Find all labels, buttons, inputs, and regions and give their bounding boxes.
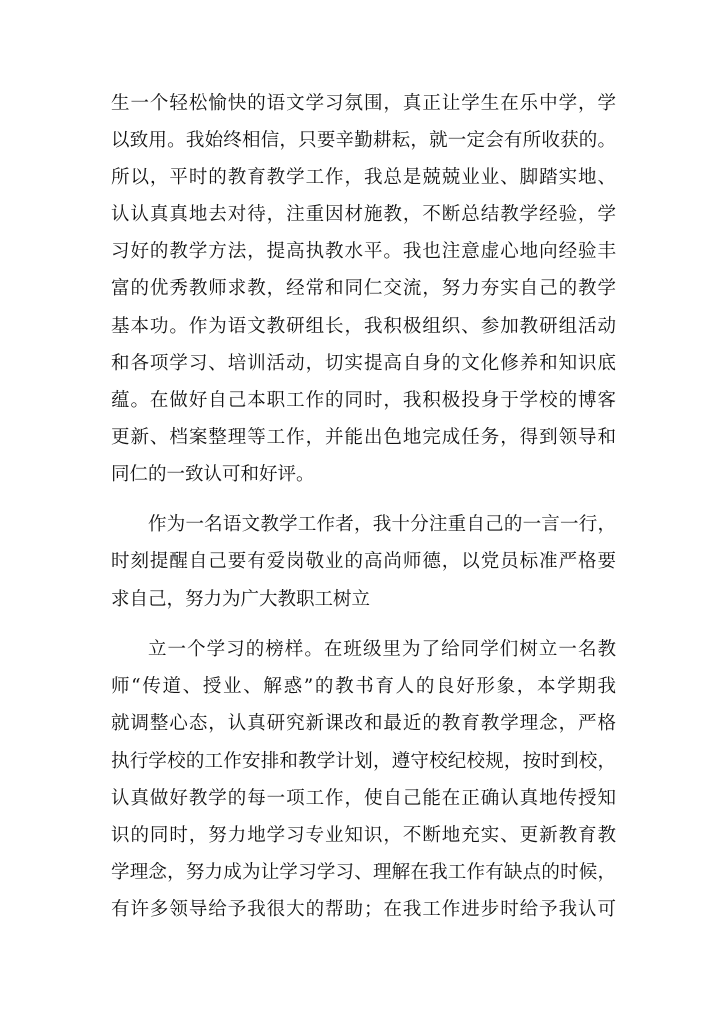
text-line: 基本功。作为语文教研组长，我积极组织、参加教研组活动 <box>111 316 616 337</box>
paragraph-end-line: 同仁的一致认可和好评。 <box>111 464 315 485</box>
paragraph-end-line: 求自己，努力为广大教职工树立 <box>111 589 371 610</box>
text-line: 就调整心态，认真研究新课改和最近的教育教学理念，严格 <box>111 713 616 734</box>
text-line: 识的同时，努力地学习专业知识，不断地充实、更新教育教 <box>111 825 616 846</box>
text-line: 执行学校的工作安排和教学计划，遵守校纪校规，按时到校， <box>111 751 616 772</box>
paragraph-first-line: 作为一名语文教学工作者，我十分注重自己的一言一行， <box>148 514 616 535</box>
paragraph-first-line: 立一个学习的榜样。在班级里为了给同学们树立一名教 <box>148 639 616 660</box>
text-line: 学理念，努力成为让学习学习、理解在我工作有缺点的时候， <box>111 862 616 883</box>
text-line: 习好的教学方法，提高执教水平。我也注意虚心地向经验丰 <box>111 241 616 262</box>
text-line: 认真做好教学的每一项工作，使自己能在正确认真地传授知 <box>111 788 616 809</box>
text-line: 更新、档案整理等工作，并能出色地完成任务，得到领导和 <box>111 427 616 448</box>
text-line: 时刻提醒自己要有爱岗敬业的高尚师德，以党员标准严格要 <box>111 551 616 572</box>
text-line: 和各项学习、培训活动，切实提高自身的文化修养和知识底 <box>111 353 616 374</box>
text-line: 蕴。在做好自己本职工作的同时，我积极投身于学校的博客 <box>111 390 616 411</box>
text-line: 生一个轻松愉快的语文学习氛围，真正让学生在乐中学，学 <box>111 93 616 114</box>
text-line: 有许多领导给予我很大的帮助；在我工作进步时给予我认可 <box>111 899 616 920</box>
text-line: 所以，平时的教育教学工作，我总是兢兢业业、脚踏实地、 <box>111 167 616 188</box>
text-line: 富的优秀教师求教，经常和同仁交流，努力夯实自己的教学 <box>111 278 616 299</box>
text-line: 以致用。我始终相信，只要辛勤耕耘，就一定会有所收获的。 <box>111 130 616 151</box>
text-line: 师“传道、授业、解惑”的教书育人的良好形象，本学期我 <box>111 676 616 697</box>
text-line: 认认真真地去对待，注重因材施教，不断总结教学经验，学 <box>111 204 616 225</box>
